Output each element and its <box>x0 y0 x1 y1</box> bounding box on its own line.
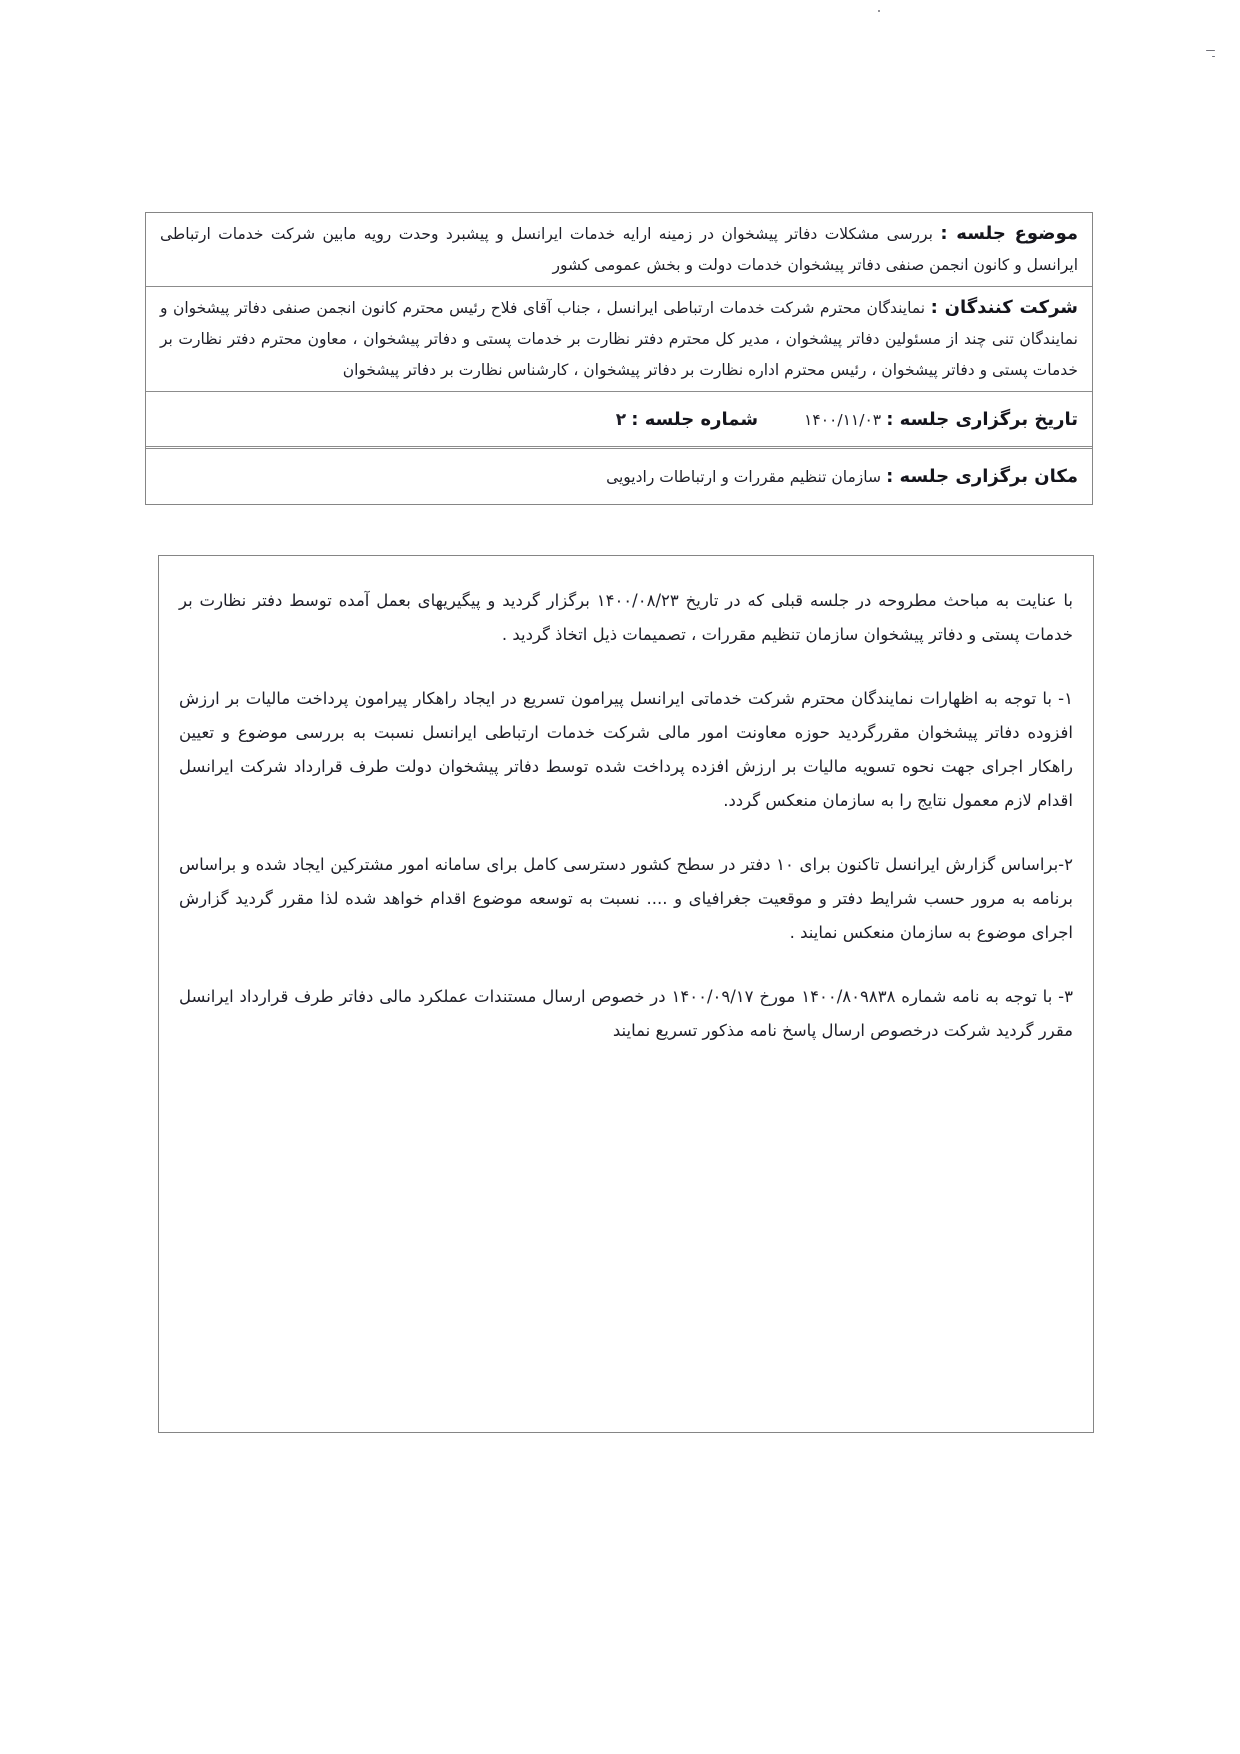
resolution-item: ۲-براساس گزارش ایرانسل تاکنون برای ۱۰ دفتر در سطح کشور دسترسی کامل برای سامانه امور مشترکین ایجاد شده و براساس برنامه به مرور حسب شرایط دفتر و موقعیت جغرافیای و .... نسبت به توسعه موضوع اقدام خواهد شده لذا مقرر گردید گزارش اجرای موضوع به سازمان منعکس نمایند . <box>179 855 1073 942</box>
meeting-date-label: تاریخ برگزاری جلسه : <box>886 408 1078 430</box>
decisions-box <box>158 555 1094 1433</box>
location-label: مکان برگزاری جلسه : <box>886 466 1078 487</box>
participants-row <box>146 287 1092 392</box>
meeting-date-group <box>804 409 1078 430</box>
scan-mark <box>878 10 880 12</box>
session-number-label: شماره جلسه : <box>631 408 759 430</box>
scan-mark <box>1212 56 1215 57</box>
meeting-date-value: ۱۴۰۰/۱۱/۰۳ <box>804 410 882 429</box>
location-value: سازمان تنظیم مقررات و ارتباطات رادیویی <box>606 468 881 486</box>
session-number-group <box>616 409 758 430</box>
subject-value: بررسی مشکلات دفاتر پیشخوان در زمینه ارایه خدمات ایرانسل و پیشبرد وحدت رویه مابین شرکت خدمات ارتباطی ایرانسل و کانون انجمن صنفی دفاتر پیشخوان خدمات دولت و بخش عمومی کشور <box>160 225 1078 274</box>
location-group <box>606 466 1078 487</box>
participants-line <box>160 292 1078 386</box>
subject-label: موضوع جلسه : <box>940 223 1078 244</box>
date-number-row <box>146 392 1092 449</box>
participants-label: شرکت کنندگان : <box>930 297 1078 318</box>
subject-row <box>146 213 1092 287</box>
session-number-value: ۲ <box>615 409 627 430</box>
location-row <box>146 449 1092 504</box>
resolution-item: ۱- با توجه به اظهارات نمایندگان محترم شرکت خدماتی ایرانسل پیرامون تسریع در ایجاد راهکار پیرامون پرداخت مالیات بر ارزش افزوده دفاتر پیشخوان مقررگردید حوزه معاونت امور مالی شرکت خدمات ارتباطی ایرانسل نسبت به بررسی موضوع و تعیین راهکار اجرای جهت نحوه تسویه مالیات بر ارزش افزده پرداخت شده توسط دفاتر پیشخوان دولت طرف قرارداد شرکت ایرانسل اقدام لازم معمول نتایج را به سازمان منعکس گردد. <box>179 689 1073 810</box>
meeting-info-table <box>145 212 1093 505</box>
subject-line <box>160 218 1078 281</box>
resolution-item: ۳- با توجه به نامه شماره ۱۴۰۰/۸۰۹۸۳۸ مورخ ۱۴۰۰/۰۹/۱۷ در خصوص ارسال مستندات عملکرد مالی دفاتر طرف قرارداد ایرانسل مقرر گردید شرکت درخصوص ارسال پاسخ نامه مذکور تسریع نمایند <box>179 987 1073 1040</box>
participants-value: نمایندگان محترم شرکت خدمات ارتباطی ایرانسل ، جناب آقای فلاح رئیس محترم کانون انجمن صنفی دفاتر پیشخوان و نمایندگان تنی چند از مسئولین دفاتر پیشخوان ، مدیر کل محترم دفتر نظارت بر خدمات پستی و دفاتر پیشخوان ، معاون محترم دفتر نظارت بر خدمات پستی و دفاتر پیشخوان ، رئیس محترم اداره نظارت بر دفاتر پیشخوان ، کارشناس نظارت بر دفاتر پیشخوان <box>160 299 1078 379</box>
scan-mark <box>1206 50 1215 51</box>
intro-paragraph: با عنایت به مباحث مطروحه در جلسه قبلی که در تاریخ ۱۴۰۰/۰۸/۲۳ برگزار گردید و پیگیریهای بعمل آمده توسط دفتر نظارت بر خدمات پستی و دفاتر پیشخوان سازمان تنظیم مقررات ، تصمیمات ذیل اتخاذ گردید . <box>179 591 1073 644</box>
